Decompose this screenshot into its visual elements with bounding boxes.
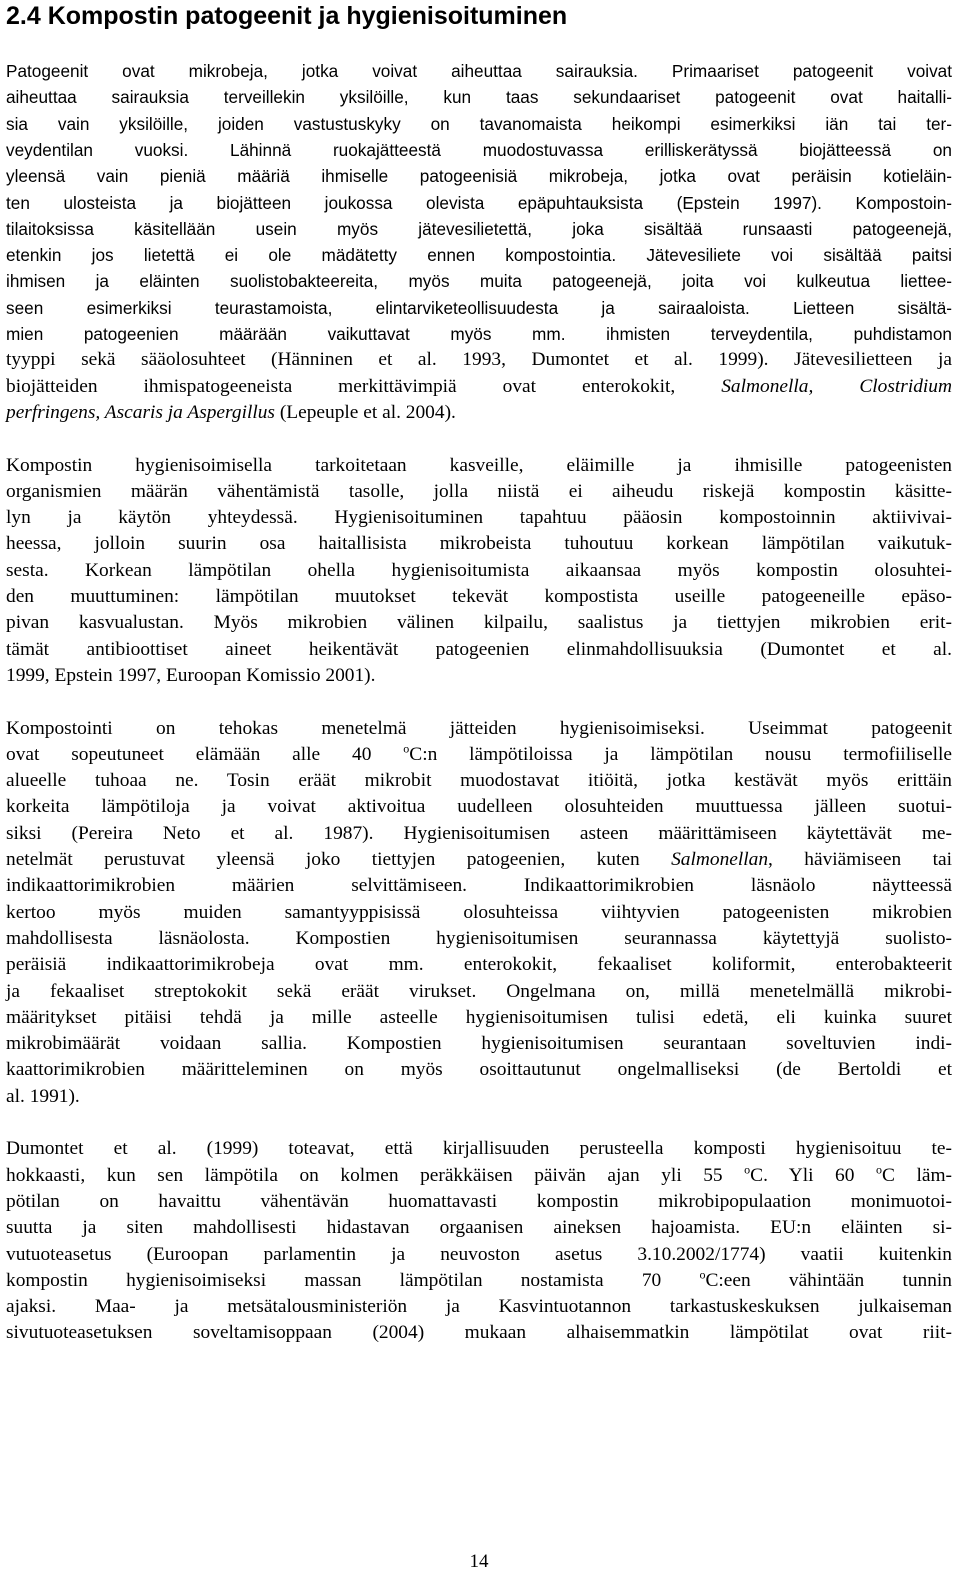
text-segment: etenkin jos lietettä ei ole mädätetty ennen kompostointia. Jätevesiliete voi sisältää paitsi [6, 245, 952, 266]
italic-text: Salmonella, Clostridium [721, 375, 953, 397]
text-segment: Kompostointi on tehokas menetelmä jätteiden hygienisoimiseksi. Useimmat patogeenit [6, 717, 952, 739]
text-line [6, 1057, 952, 1083]
text-segment: tilaitoksissa käsitellään usein myös jätevesilietettä, joka sisältää runsaasti patogeenejä, [6, 218, 952, 239]
text-segment: Dumontet et al. (1999) toteavat, että kirjallisuuden perusteella komposti hygienisoituu te- [6, 1138, 952, 1160]
text-segment: indikaattorimikrobien määrien selvittämiseen. Indikaattorimikrobien läsnäolo näytteessä [6, 875, 952, 897]
text-segment: 1999, Epstein 1997, Euroopan Komissio 2001). [6, 664, 376, 686]
text-line [6, 1215, 952, 1241]
text-line [6, 347, 952, 373]
text-segment: mikrobimäärät voidaan sallia. Kompostien hygienisoitumisen seurantaan soveltuvien indi- [6, 1033, 952, 1055]
text-segment: yleensä vain pieniä määriä ihmiselle patogeenisiä mikrobeja, jotka ovat peräisin kotieläin- [6, 166, 952, 187]
text-segment: vutuoteasetus (Euroopan parlamentin ja neuvoston asetus 3.10.2002/1774) vaatii kuitenkin [6, 1243, 952, 1265]
superscript: o [744, 1162, 751, 1177]
text-line [6, 794, 952, 820]
text-segment: al. 1991). [6, 1085, 80, 1107]
text-line [6, 1136, 952, 1162]
text-segment: organismien määrän vähentämistä tasolle, jolla niistä ei aiheudu riskejä kompostin käsitte- [6, 480, 952, 502]
superscript: o [875, 1162, 882, 1177]
text-line [6, 268, 952, 294]
text-line [6, 1189, 952, 1215]
superscript: o [699, 1267, 706, 1282]
text-segment: netelmät perustuvat yleensä joko tiettyjen patogeenien, kuten [6, 849, 672, 870]
text-line [6, 663, 952, 689]
text-segment: sivutuoteasetuksen soveltamisoppaan (2004) mukaan alhaisemmatkin lämpötilat ovat riit- [6, 1322, 952, 1344]
text-segment: tyyppi sekä sääolosuhteet (Hänninen et al. 1993, Dumontet et al. 1999). Jätevesilietteen ja [6, 349, 952, 371]
text-line [6, 242, 952, 268]
text-line [6, 584, 952, 610]
superscript: o [403, 741, 410, 756]
text-segment: Patogeenit ovat mikrobeja, jotka voivat aiheuttaa sairauksia. Primaariset patogeenit voivat [6, 61, 952, 81]
text-segment: veydentilan vuoksi. Lähinnä ruokajätteestä muodostuvassa erilliskerätyssä biojätteessä on [6, 139, 952, 160]
text-line [6, 374, 952, 400]
text-segment: ajaksi. Maa- ja metsätalousministeriön ja Kasvintuotannon tarkastuskeskuksen julkaiseman [6, 1296, 952, 1318]
text-segment: C läm- [881, 1164, 952, 1186]
text-line [6, 321, 952, 347]
text-line [6, 190, 952, 216]
text-segment: den muuttuminen: lämpötilan muutokset tekevät kompostista useille patogeeneille epäso- [6, 586, 952, 607]
text-line [6, 137, 952, 163]
text-line [6, 1163, 952, 1189]
text-line [6, 926, 952, 952]
text-segment: mahdollisesta läsnäolosta. Kompostien hygienisoitumisen seurannassa käytettyjä suolisto- [6, 927, 952, 949]
text-segment: siksi (Pereira Neto et al. 1987). Hygienisoitumisen asteen määrittämiseen käytettävät me- [6, 822, 952, 844]
text-line [6, 1320, 952, 1346]
text-segment: seen esimerkiksi teurastamoista, elintarviketeollisuudesta ja sairaaloista. Lietteen sisältä- [6, 297, 952, 318]
text-segment: heessa, jolloin suurin osa haitallisista mikrobeista tuhoutuu korkean lämpötilan vaikutuk- [6, 533, 952, 555]
text-line [6, 768, 952, 794]
text-line [6, 531, 952, 557]
text-line [6, 216, 952, 242]
text-segment: ten ulosteista ja biojätteen joukossa olevista epäpuhtauksista (Epstein 1997). Kompostoin- [6, 192, 952, 213]
text-line [6, 979, 952, 1005]
text-line [6, 1031, 952, 1057]
text-line [6, 479, 952, 505]
text-line [6, 163, 952, 189]
text-segment: biojätteiden ihmispatogeeneista merkittävimpiä ovat enterokokit, [6, 375, 722, 397]
text-line [6, 1242, 952, 1268]
text-segment: ja fekaaliset streptokokit sekä eräät virukset. Ongelmana on, millä menetelmällä mikrobi- [6, 980, 952, 1002]
text-segment: kompostin hygienisoimiseksi massan lämpötilan nostamista 70 [6, 1269, 700, 1291]
text-line [6, 821, 952, 847]
italic-text: Salmonellan [671, 849, 769, 870]
text-segment: peräisiä indikaattorimikrobeja ovat mm. enterokokit, fekaaliset koliformit, enterobakteerit [6, 954, 952, 976]
text-segment: sia vain yksilöille, joiden vastustuskyky on tavanomaista heikompi esimerkiksi iän tai ter- [6, 113, 952, 134]
text-segment: Kompostin hygienisoimisella tarkoitetaan kasveille, eläimille ja ihmisille patogeenisten [6, 454, 952, 476]
text-segment: lyn ja käytön yhteydessä. Hygienisoituminen tapahtuu pääosin kompostoinnin aktiivivai- [6, 507, 952, 529]
text-line [6, 1005, 952, 1031]
text-segment: C:n lämpötiloissa ja lämpötilan nousu termofiiliselle [409, 743, 952, 765]
text-line [6, 84, 952, 110]
text-line [6, 111, 952, 137]
text-segment: C. Yli 60 [750, 1164, 876, 1186]
text-line [6, 505, 952, 531]
text-line [6, 453, 952, 479]
text-line [6, 900, 952, 926]
text-line [6, 1084, 952, 1110]
text-line [6, 742, 952, 768]
text-segment: suutta ja siten mahdollisesti hidastavan orgaanisen aineksen hajoamista. EU:n eläinten si- [6, 1217, 952, 1239]
text-segment: mien patogeenien määrään vaikuttavat myös mm. ihmisten terveydentila, puhdistamon [6, 324, 952, 344]
text-segment: tämät antibioottiset aineet heikentävät patogeenien elinmahdollisuuksia (Dumontet et al. [6, 638, 952, 660]
text-segment: pötilan on havaittu vähentävän huomattavasti kompostin mikrobipopulaation monimuotoi- [6, 1190, 952, 1212]
text-line [6, 716, 952, 742]
text-segment: pivan kasvualustan. Myös mikrobien välinen kilpailu, saalistus ja tiettyjen mikrobien erit- [6, 612, 952, 634]
text-line [6, 1268, 952, 1294]
text-line [6, 1294, 952, 1320]
section-heading: 2.4 Kompostin patogeenit ja hygienisoituminen [6, 2, 568, 30]
text-segment: aiheuttaa sairauksia terveillekin yksilöille, kun taas sekundaariset patogeenit ovat haitalli- [6, 87, 952, 108]
text-segment: sesta. Korkean lämpötilan ohella hygienisoitumista aikaansaa myös kompostin olosuhtei- [6, 559, 952, 581]
text-line [6, 610, 952, 636]
text-line [6, 847, 952, 873]
text-segment: , häviämiseen tai [768, 849, 952, 870]
text-line [6, 295, 952, 321]
text-segment: määritykset pitäisi tehdä ja mille asteelle hygienisoitumisen tulisi edetä, eli kuinka suuret [6, 1006, 952, 1028]
text-segment: kertoo myös muiden samantyyppisissä olosuhteissa viihtyvien patogeenisten mikrobien [6, 901, 952, 923]
text-line [6, 637, 952, 663]
text-segment: ovat sopeutuneet elämään alle 40 [6, 743, 404, 765]
text-segment: korkeita lämpötiloja ja voivat aktivoitua uudelleen olosuhteiden muuttuessa jälleen suotui- [6, 796, 952, 818]
text-line [6, 952, 952, 978]
text-segment: (Lepeuple et al. 2004). [274, 401, 456, 423]
text-segment: C:een vähintään tunnin [705, 1269, 953, 1291]
text-line [6, 873, 952, 899]
page-number: 14 [469, 1551, 489, 1572]
text-line [6, 58, 952, 84]
text-segment: hokkaasti, kun sen lämpötila on kolmen peräkkäisen päivän ajan yli 55 [6, 1164, 745, 1186]
text-line [6, 558, 952, 584]
italic-text: perfringens, Ascaris ja Aspergillus [6, 401, 275, 423]
text-line [6, 400, 952, 426]
text-segment: kaattorimikrobien määritteleminen on myös osoittautunut ongelmalliseksi (de Bertoldi et [6, 1059, 952, 1081]
text-segment: ihmisen ja eläinten suolistobakteereita, myös muita patogeenejä, joita voi kulkeutua liettee- [6, 271, 952, 292]
text-segment: alueelle tuhoaa ne. Tosin eräät mikrobit muodostavat itiöitä, jotka kestävät myös erittäin [6, 770, 952, 792]
